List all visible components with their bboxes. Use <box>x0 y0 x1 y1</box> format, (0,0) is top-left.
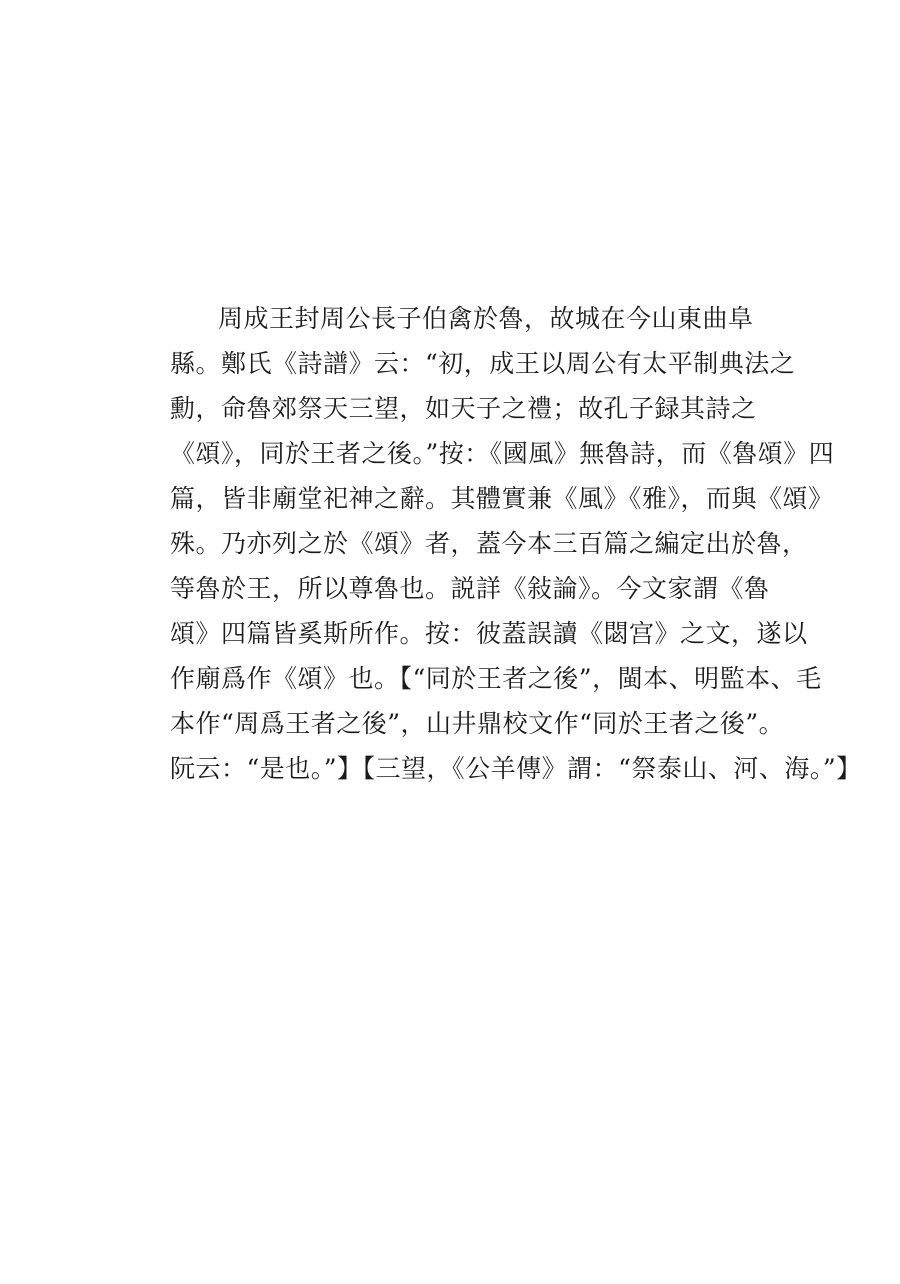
text-line-9: 作廟爲作《頌》也。【“同於王者之後”，閩本、明監本、毛 <box>170 664 822 693</box>
text-line-1: 周成王封周公長子伯禽於魯，故城在今山東曲阜 <box>218 304 754 333</box>
text-line-7: 等魯於王，所以尊魯也。説詳《敍論》。今文家謂《魯 <box>170 574 770 603</box>
text-line-5: 篇，皆非廟堂祀神之辭。其體實兼《風》《雅》，而與《頌》 <box>170 484 834 513</box>
text-line-11: 阮云：“是也。”】【三望，《公羊傳》謂：“祭泰山、河、海。”】 <box>170 754 862 783</box>
text-line-6: 殊。乃亦列之於《頌》者，蓋今本三百篇之編定出於魯， <box>170 529 808 558</box>
text-line-3: 勳，命魯郊祭天三望，如天子之禮；故孔子録其詩之 <box>170 394 757 423</box>
text-line-2: 縣。鄭氏《詩譜》云：“初，成王以周公有太平制典法之 <box>170 349 796 378</box>
text-line-10: 本作“周爲王者之後”，山井鼎校文作“同於王者之後”。 <box>170 709 785 738</box>
commentary-paragraph <box>170 296 862 791</box>
text-line-4: 《頌》，同於王者之後。”按：《國風》無魯詩，而《魯頌》四 <box>170 439 835 468</box>
text-line-8: 頌》四篇皆奚斯所作。按：彼蓋誤讀《閟宫》之文，遂以 <box>170 619 808 648</box>
